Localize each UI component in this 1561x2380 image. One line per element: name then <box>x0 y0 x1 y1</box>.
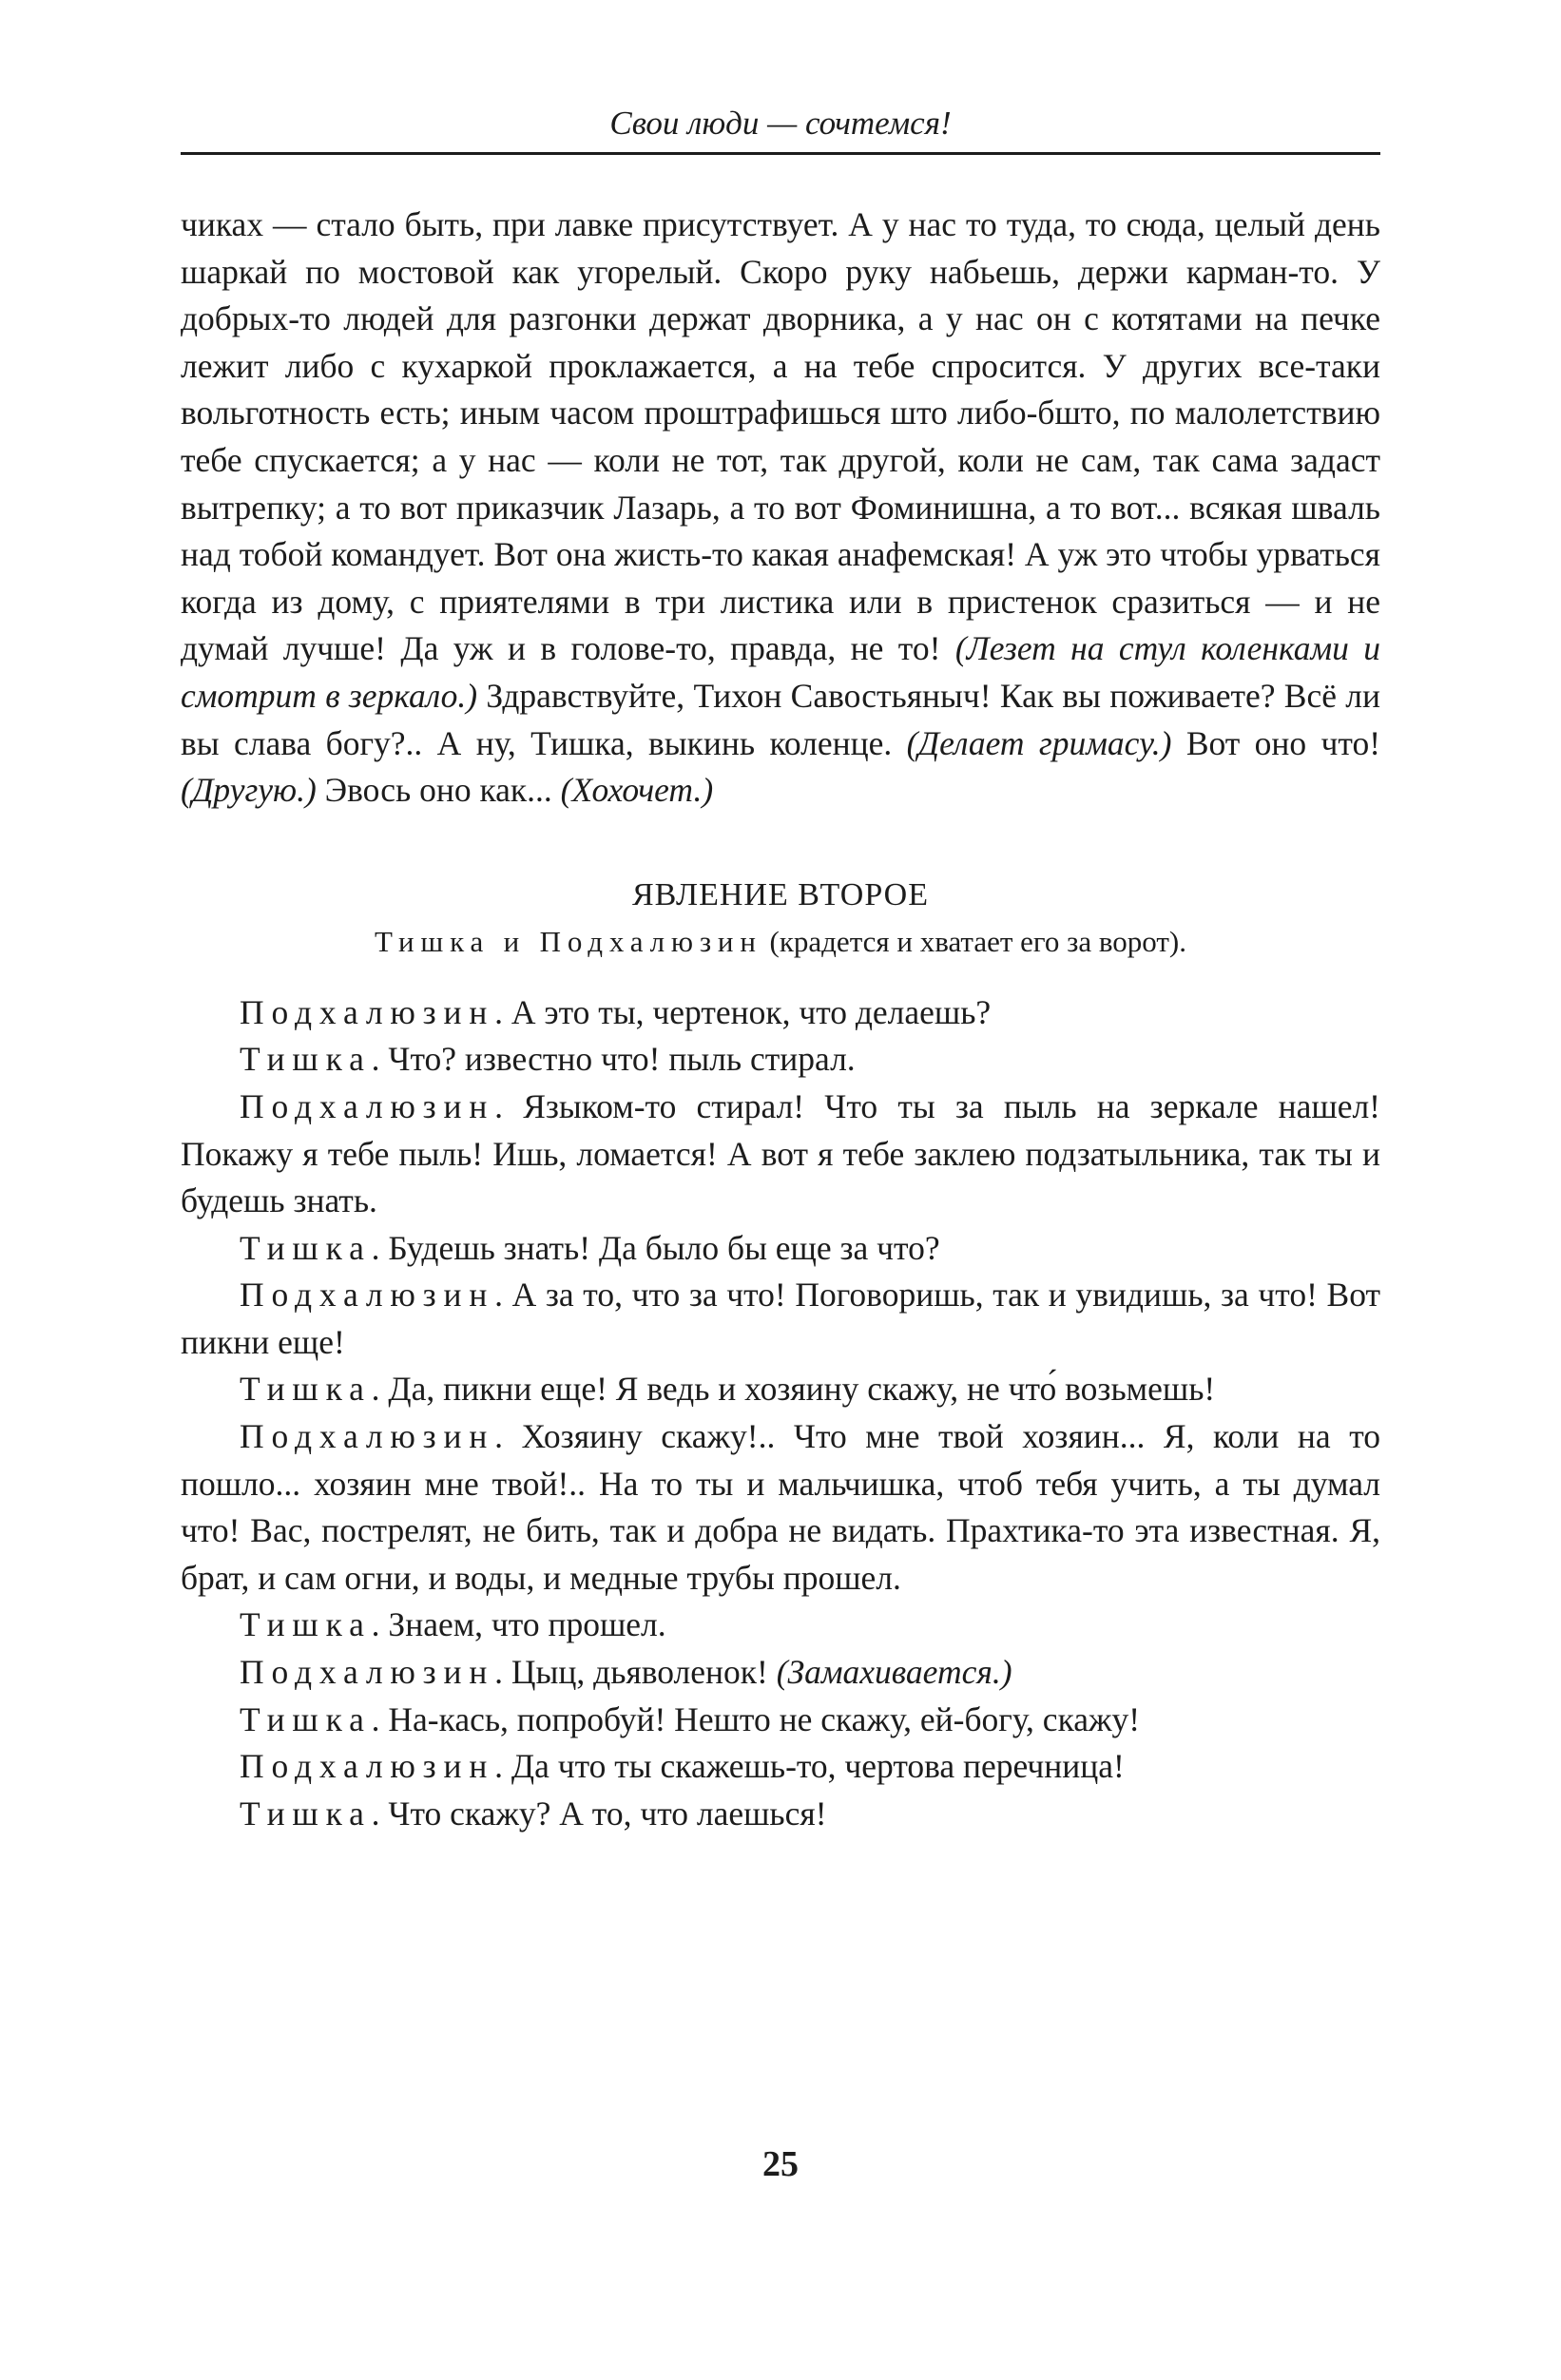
speech-text: А за то, что за что! Поговоришь, так и увидишь, за что! Вот пикни еще! <box>181 1276 1380 1361</box>
stage-direction: (Замахивается.) <box>776 1653 1012 1692</box>
speech-text: Цыц, дьяволенок! <box>511 1653 768 1692</box>
dialogue-line: Тишка. Будешь знать! Да было бы еще за что? <box>240 1228 940 1267</box>
speech-text: Знаем, что прошел. <box>388 1605 666 1644</box>
header-rule <box>181 152 1380 155</box>
dialogue-line: Подхалюзин. Цыц, дьяволенок! (Замахивается.) <box>240 1653 1012 1692</box>
text-block <box>181 202 1380 1837</box>
speaker-name: Тишка <box>240 1699 372 1738</box>
speaker-name: Подхалюзин <box>240 1417 495 1456</box>
speaker-name: Подхалюзин <box>240 1276 495 1315</box>
dialogue-line: Тишка. Что скажу? А то, что лаешься! <box>240 1794 827 1833</box>
dialogue-line: Подхалюзин. А за то, что за что! Поговоришь, так и увидишь, за что! Вот пикни еще! <box>181 1276 1380 1361</box>
page-number: 25 <box>762 2144 799 2184</box>
dialogue-line: Подхалюзин. Языком-то стирал! Что ты за пыль на зеркале нашел! Покажу я тебе пыль! Ишь, ломается! А вот я тебе заклею подзатыльника, так ты и будешь знать. <box>181 1086 1380 1220</box>
speech-text: Да что ты скажешь-то, чертова перечница! <box>511 1747 1125 1786</box>
running-head: Свои люди — сочтемся! <box>609 105 952 142</box>
speaker-name: Тишка <box>240 1605 372 1644</box>
continuation-paragraph <box>181 202 1380 815</box>
speaker-name: Подхалюзин <box>240 1747 495 1786</box>
cast-names: Тишка и Подхалюзин <box>374 924 762 958</box>
speech-text: Что? известно что! пыль стирал. <box>388 1040 856 1079</box>
speaker-name: Тишка <box>240 1040 372 1079</box>
dialogue-line: Тишка. Что? известно что! пыль стирал. <box>240 1040 856 1079</box>
stage-direction: (Делает гримасу.) <box>906 723 1172 762</box>
stage-direction: (Другую.) <box>181 771 317 810</box>
speaker-name: Тишка <box>240 1370 372 1409</box>
speaker-name: Подхалюзин <box>240 992 495 1031</box>
scene-title: ЯВЛЕНИЕ ВТОРОЕ <box>631 876 929 912</box>
speech-text: Языком-то стирал! Что ты за пыль на зеркале нашел! Покажу я тебе пыль! Ишь, ломается! А вот я тебе заклею подзатыльника, так ты и будешь знать. <box>181 1086 1380 1220</box>
speaker-name: Тишка <box>240 1228 372 1267</box>
speaker-name: Подхалюзин <box>240 1086 495 1125</box>
stage-direction: (Лезет на стул коленками и смотрит в зеркало.) <box>181 629 1381 715</box>
dialogue-line: Тишка. Да, пикни еще! Я ведь и хозяину скажу, не что́ возьмешь! <box>240 1370 1216 1409</box>
dialogue-line: Подхалюзин. Хозяину скажу!.. Что мне твой хозяин... Я, коли на то пошло... хозяин мне твой!.. На то ты и мальчишка, чтоб тебя учить, а ты думал что! Вас, пострелят, не бить, так и добра не видать. Прахтика-то эта известная. Я, брат, и сам огни, и воды, и медные трубы прошел. <box>181 1417 1380 1597</box>
speech-text: Что скажу? А то, что лаешься! <box>388 1794 827 1833</box>
speech-text: А это ты, чертенок, что делаешь? <box>511 992 992 1031</box>
paragraph-text: Эвось оно как... <box>324 771 552 810</box>
speech-text: Хозяину скажу!.. Что мне твой хозяин... Я, коли на то пошло... хозяин мне твой!.. На то ты и мальчишка, чтоб тебя учить, а ты думал что! Вас, пострелят, не бить, так и добра не видать. Прахтика-то эта известная. Я, брат, и сам огни, и воды, и медные трубы прошел. <box>181 1417 1380 1597</box>
paragraph-text: чиках — стало быть, при лавке присутствует. А у нас то туда, то сюда, целый день шаркай по мостовой как угорелый. Скоро руку набьешь, держи карман-то. У добрых-то людей для разгонки держат дворника, а у нас он с котятами на печке лежит либо с кухаркой проклажается, а на тебе спросится. У других все-таки вольготность есть; иным часом проштрафишься што либо-бшто, по малолетствию тебе спускается; а у нас — коли не тот, так другой, коли не сам, так сама задаст вытрепку; а то вот приказчик Лазарь, а то вот Фоминишна, а то вот... всякая шваль над тобой командует. Вот она жисть-то какая анафемская! А уж это чтобы урваться когда из дому, с приятелями в три листика или в пристенок сразиться — и не думай лучше! Да уж и в голове-то, правда, не то! <box>181 205 1380 668</box>
dialogue-line: Подхалюзин. А это ты, чертенок, что делаешь? <box>240 992 992 1031</box>
speech-text: Будешь знать! Да было бы еще за что? <box>388 1228 940 1267</box>
dialogue-line: Подхалюзин. Да что ты скажешь-то, чертова перечница! <box>240 1747 1125 1786</box>
scene-cast <box>181 919 1380 965</box>
paragraph-text: Здравствуйте, Тихон Савостьяныч! Как вы поживаете? Всё ли вы слава богу?.. А ну, Тишка, выкинь коленце. <box>181 676 1380 762</box>
cast-note: (крадется и хватает его за ворот). <box>769 924 1186 958</box>
speaker-name: Подхалюзин <box>240 1653 495 1692</box>
paragraph-text: Вот оно что! <box>1185 723 1381 762</box>
speech-text: Да, пикни еще! Я ведь и хозяину скажу, не что́ возьмешь! <box>388 1370 1216 1409</box>
speaker-name: Тишка <box>240 1794 372 1833</box>
speech-text: На-кась, попробуй! Нешто не скажу, ей-богу, скажу! <box>388 1699 1141 1738</box>
dialogue-line: Тишка. На-кась, попробуй! Нешто не скажу, ей-богу, скажу! <box>240 1699 1141 1738</box>
stage-direction: (Хохочет.) <box>560 771 714 810</box>
dialogue-line: Тишка. Знаем, что прошел. <box>240 1605 666 1644</box>
